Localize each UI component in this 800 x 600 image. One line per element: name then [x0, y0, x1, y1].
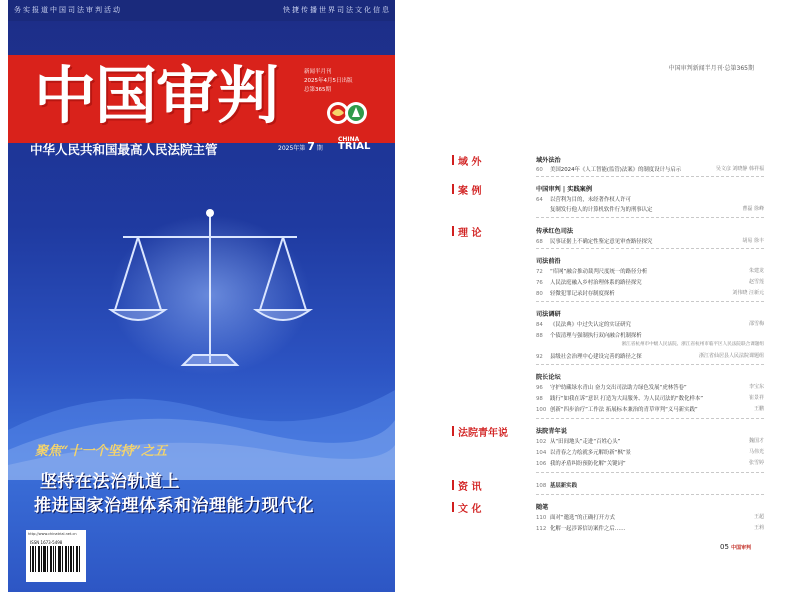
section-title: 司法调研: [536, 311, 561, 318]
section-title: 司法前沿: [536, 258, 561, 265]
section-title: 院长论坛: [536, 374, 561, 381]
barcode-panel: [26, 530, 86, 582]
toc-entry[interactable]: 110 面对“邀选”的正确打开方式 王超: [536, 514, 764, 521]
footer-magazine-mark: 中国审判: [731, 545, 752, 551]
toc-entry[interactable]: 92 县级社会治理中心建设完善的路径之探 浙江省仙居县人民法院课题组: [536, 353, 764, 360]
masthead-title: 中国审判: [34, 59, 279, 132]
divider: [536, 364, 764, 365]
magazine-cover: [8, 0, 395, 592]
top-left-slogan: 务实报道中国司法审判活动: [14, 6, 122, 14]
section-title: 法院青年说: [536, 428, 567, 435]
info-line: 总第365期: [304, 87, 331, 93]
category-label: 域 外: [458, 153, 481, 168]
toc-entry[interactable]: 96 守护幼藏绿水青山 奋力交出司法助力绿色发展“虎林答卷” 李宝东: [536, 384, 764, 391]
divider: [536, 494, 764, 495]
divider: [536, 418, 764, 419]
toc-entry[interactable]: 60 美国2024年《人工智能(监管)法案》的制度设计与启示 吴文彦 刘晓静 韩祥福: [536, 166, 764, 173]
toc-entry[interactable]: 104 以青春之力绘就多元解纷新“枫”景 马伟光: [536, 449, 764, 456]
toc-entry[interactable]: 64 以营利为目的，未经著作权人许可: [536, 197, 631, 203]
toc-entry[interactable]: 106 我的矛盾纠纷预防化解“关键词” 张雪婷: [536, 460, 764, 467]
toc-entry-author-line: 浙江省杭州市中级人民法院、浙江省杭州市临平区人民法院联合课题组: [621, 342, 764, 347]
cover-top-slogan-bar: [8, 0, 395, 21]
issue-number: 7: [307, 140, 315, 153]
section-title: 传承红色司法: [536, 228, 574, 235]
toc-entry[interactable]: 112 化解一起涉诉信访案件之后…… 王莉: [536, 525, 764, 532]
court-emblem-logo-icon: [326, 95, 368, 131]
toc-entry[interactable]: 复制发行他人的计算机软件行为的刑事认定 曹磊 徐峰: [550, 206, 764, 213]
toc-entry[interactable]: 80 轻微犯罪记录封存制度探析 刘伟晓 汪新元: [536, 290, 764, 297]
issue-info: [304, 68, 353, 95]
section-title: 域外法治: [536, 157, 561, 164]
cover-subtitle: 中华人民共和国最高人民法院主管: [30, 142, 218, 157]
section-title: 随笔: [536, 504, 549, 511]
toc-running-header: 中国审判新闻半月刊·总第365期: [668, 65, 754, 72]
page-number: 05 中国审判: [720, 543, 752, 551]
toc-entry[interactable]: 72 “库网”融合推动裁判尺度统一的路径分析 朱建龙: [536, 268, 764, 275]
china-trial-logo: CHINA TRIAL: [338, 136, 371, 152]
top-right-slogan: 快捷传播世界司法文化信息: [283, 6, 391, 14]
toc-entry[interactable]: 84 《民法典》中过失认定的实证研究 邵雪梅: [536, 321, 764, 328]
divider: [536, 301, 764, 302]
table-of-contents-page: [452, 0, 792, 600]
divider: [536, 217, 764, 218]
category-label: 案 例: [458, 182, 481, 197]
category-label: 法院青年说: [458, 424, 508, 439]
toc-entry[interactable]: 98 践行“如我在诉”意识 打造为大局服务、为人民司法的“数化样本” 崔景祥: [536, 395, 764, 402]
toc-entry[interactable]: 68 民事证据上不确定性鉴定意见审查路径探究 胡易 徐丰: [536, 238, 764, 245]
section-title: 中国审判 | 实践案例: [536, 186, 593, 193]
issue-number-label: 2025年第 7 期: [278, 140, 323, 153]
issn-number: ISSN 1673-5498: [30, 540, 63, 545]
divider: [536, 176, 764, 177]
toc-entry[interactable]: 102 从“田间地头”走进“百姓心头” 魏国才: [536, 438, 764, 445]
category-label: 理 论: [458, 224, 481, 239]
series-label: 聚焦“十一个坚持”之五: [35, 444, 167, 459]
cover-headline-line-1: 坚持在法治轨道上: [40, 472, 180, 492]
cover-headline-line-2: 推进国家治理体系和治理能力现代化: [34, 496, 314, 516]
category-label: 文 化: [458, 500, 481, 515]
divider: [536, 248, 764, 249]
barcode-icon: [30, 546, 82, 576]
info-line: 2025年4月5日出版: [304, 78, 353, 84]
toc-entry[interactable]: 108 基层新实践: [536, 483, 577, 489]
scales-of-justice-icon: [103, 205, 318, 380]
info-line: 新闻半月刊: [304, 69, 332, 75]
toc-entry[interactable]: 100 创新“四步治疗”工作法 拓展标本兼治的青草审判“义马新实践” 王鹏: [536, 406, 764, 413]
category-label: 资 讯: [458, 478, 481, 493]
toc-entry[interactable]: 76 人民法庭融入乡村治理体系的路径探究 赵雪莲: [536, 279, 764, 286]
decorative-wave: [8, 370, 395, 480]
website-url: http://www.chinatrial.net.cn: [28, 532, 77, 536]
divider: [536, 472, 764, 473]
toc-entry[interactable]: 88 个债清理与强制执行双向融合机制探析: [536, 333, 642, 339]
